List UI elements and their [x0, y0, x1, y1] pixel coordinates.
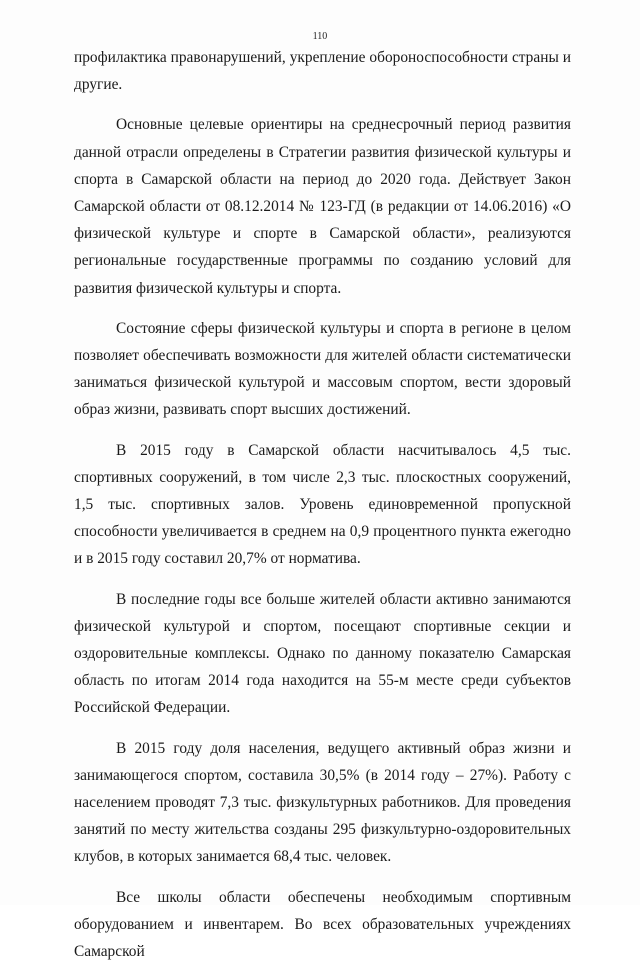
- paragraph-5: В последние годы все больше жителей области активно занимаются физической культурой и спортом, посещают спортивные секции и оздоровительные комплексы. Однако по данному показателю Самарская область по итогам 2014 года находится на 55-м месте среди субъектов Российской Федерации.: [74, 590, 571, 717]
- document-body: [74, 44, 571, 965]
- paragraph-6: В 2015 году доля населения, ведущего активный образ жизни и занимающегося спортом, составила 30,5% (в 2014 году – 27%). Работу с населением проводят 7,3 тыс. физкультурных работников. Для проведения занятий по месту жительства созданы 295 физкультурно-оздоровительных клубов, в которых занимается 68,4 тыс. человек.: [74, 739, 571, 866]
- paragraph-4: В 2015 году в Самарской области насчитывалось 4,5 тыс. спортивных сооружений, в том числе 2,3 тыс. плоскостных сооружений, 1,5 тыс. спортивных залов. Уровень единовременной пропускной способности увеличивается в среднем на 0,9 процентного пункта ежегодно и в 2015 году составил 20,7% от норматива.: [74, 441, 571, 568]
- paragraph-3: Состояние сферы физической культуры и спорта в регионе в целом позволяет обеспечивать возможности для жителей области систематически заниматься физической культурой и массовым спортом, вести здоровый образ жизни, развивать спорт высших достижений.: [74, 319, 571, 419]
- page-number: 110: [312, 31, 328, 42]
- paragraph-1: профилактика правонарушений, укрепление обороноспособности страны и другие.: [74, 49, 571, 94]
- paragraph-7: Все школы области обеспечены необходимым спортивным оборудованием и инвентарем. Во всех образовательных учреждениях Самарской: [74, 888, 571, 961]
- paragraph-2: Основные целевые ориентиры на среднесрочный период развития данной отрасли определены в Стратегии развития физической культуры и спорта в Самарской области на период до 2020 года. Действует Закон Самарской области от 08.12.2014 № 123-ГД (в редакции от 14.06.2016) «О физической культуре и спорте в Самарской области», реализуются региональные государственные программы по созданию условий для развития физической культуры и спорта.: [74, 116, 571, 297]
